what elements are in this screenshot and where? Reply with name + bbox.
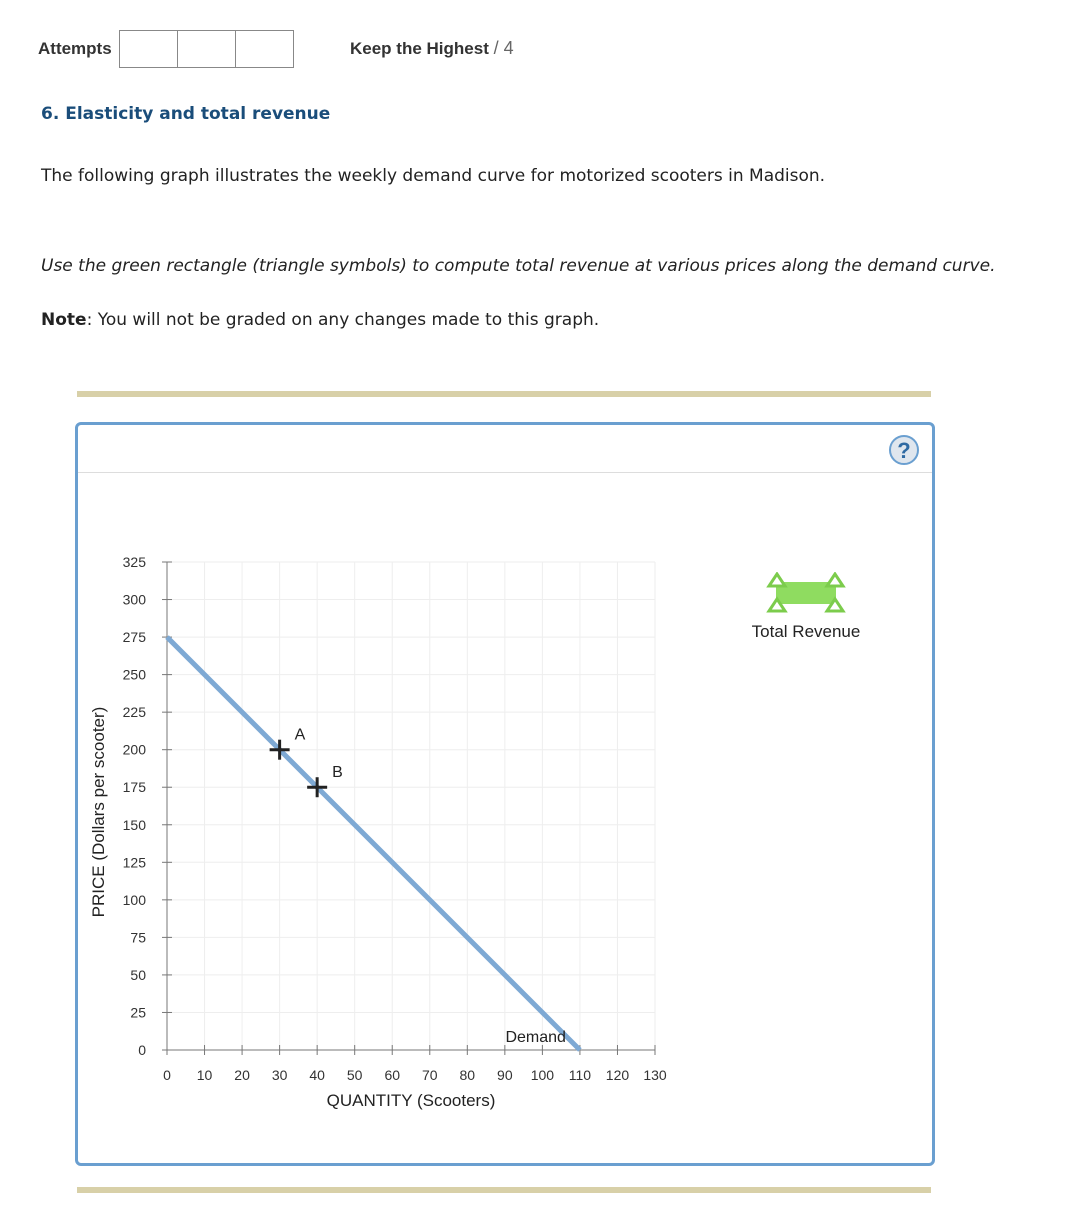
point-b-label: B [332,764,343,782]
help-button[interactable]: ? [889,435,919,465]
y-tick-label: 325 [122,554,146,570]
y-tick-label: 50 [130,966,146,983]
demand-curve [167,637,580,1050]
x-axis-label: QUANTITY (Scooters) [326,1091,496,1110]
y-tick-label: 175 [122,779,146,796]
point-a-label: A [294,726,306,744]
x-tick-label: 90 [497,1067,513,1083]
y-tick-label: 225 [122,704,146,721]
y-tick-label: 25 [130,1004,146,1021]
x-tick-label: 80 [459,1067,476,1083]
x-tick-label: 60 [384,1067,401,1083]
triangle-handle-icon[interactable] [827,574,843,586]
score-out-of: / 4 [493,38,514,58]
chart-grid [167,562,655,1050]
x-tick-label: 30 [271,1067,288,1083]
keep-highest-label: Keep the Highest [350,39,489,58]
y-tick-label: 275 [122,629,146,646]
y-axis-label: PRICE (Dollars per scooter) [89,706,108,918]
chart-points [270,727,343,798]
chart-series [167,637,580,1050]
question-title: 6. Elasticity and total revenue [41,104,331,124]
x-tick-label: 50 [346,1067,363,1083]
y-tick-label: 0 [138,1042,146,1058]
question-intro: The following graph illustrates the weekly demand curve for motorized scooters in Madison. [41,166,826,186]
x-tick-label: 100 [530,1067,555,1083]
attempts-label: Attempts [38,39,112,58]
triangle-handle-icon[interactable] [769,574,785,586]
x-tick-label: 70 [421,1067,438,1083]
bottom-divider [77,1187,931,1193]
x-tick-label: 110 [568,1067,592,1083]
y-tick-label: 75 [130,929,146,946]
total-revenue-label: Total Revenue [751,622,861,641]
y-tick-label: 250 [122,666,146,683]
x-tick-label: 10 [196,1067,213,1083]
total-revenue-tool[interactable] [740,572,872,614]
y-tick-label: 300 [122,591,146,608]
tool-palette [740,572,872,642]
question-instruction: Use the green rectangle (triangle symbols) to compute total revenue at various prices along the demand curve. [41,256,996,276]
x-tick-label: 20 [234,1067,250,1083]
y-tick-label: 200 [122,741,146,758]
note-label: Note [41,310,87,330]
x-tick-label: 130 [643,1067,667,1083]
x-tick-label: 0 [163,1067,171,1083]
y-tick-label: 125 [122,854,146,871]
note-text: : You will not be graded on any changes made to this graph. [86,310,600,330]
demand-curve-label: Demand [505,1029,566,1046]
x-tick-label: 120 [605,1067,630,1083]
y-tick-label: 100 [122,891,146,908]
y-tick-label: 150 [122,816,146,833]
x-tick-label: 40 [309,1067,325,1083]
